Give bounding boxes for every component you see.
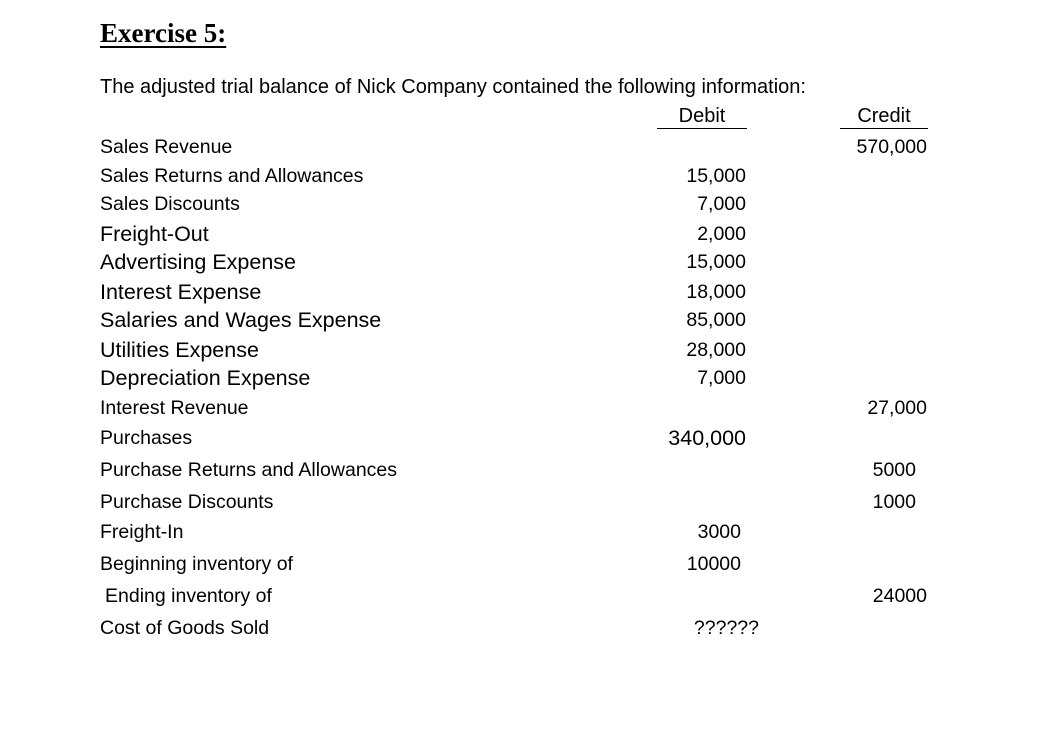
exercise-title: Exercise 5: xyxy=(100,18,227,48)
table-row xyxy=(0,518,1053,546)
account-label: Purchase Returns and Allowances xyxy=(100,459,398,481)
account-label: Purchases xyxy=(100,427,193,449)
account-label: Sales Revenue xyxy=(100,136,233,158)
debit-amount: 15,000 xyxy=(686,165,746,187)
credit-amount: 1000 xyxy=(872,491,916,513)
debit-amount: 340,000 xyxy=(668,426,746,450)
debit-amount: 15,000 xyxy=(686,251,746,273)
table-row xyxy=(0,614,1053,642)
table-row xyxy=(0,278,1053,306)
intro-text: The adjusted trial balance of Nick Company contained the following information: xyxy=(100,76,806,98)
debit-amount: 3000 xyxy=(697,521,741,543)
account-label: Sales Discounts xyxy=(100,193,240,215)
table-row xyxy=(0,550,1053,578)
debit-column-header: Debit xyxy=(657,104,747,129)
account-label: Depreciation Expense xyxy=(100,366,311,390)
account-label: Purchase Discounts xyxy=(100,491,274,513)
table-row xyxy=(0,133,1053,161)
debit-amount: 2,000 xyxy=(697,223,746,245)
table-row xyxy=(0,394,1053,422)
table-row xyxy=(0,456,1053,484)
account-label: Utilities Expense xyxy=(100,338,259,362)
table-row xyxy=(0,364,1053,392)
table-row xyxy=(0,582,1053,610)
account-label: Ending inventory of xyxy=(105,585,272,607)
credit-amount: 24000 xyxy=(872,585,927,607)
credit-amount: 570,000 xyxy=(856,136,927,158)
debit-amount: 18,000 xyxy=(686,281,746,303)
table-row xyxy=(0,162,1053,190)
account-label: Sales Returns and Allowances xyxy=(100,165,364,187)
debit-amount: 7,000 xyxy=(697,367,746,389)
table-row xyxy=(0,220,1053,248)
credit-amount: 27,000 xyxy=(867,397,927,419)
table-row xyxy=(0,336,1053,364)
account-label: Salaries and Wages Expense xyxy=(100,308,382,332)
account-label: Advertising Expense xyxy=(100,250,296,274)
table-row xyxy=(0,424,1053,452)
debit-amount: 28,000 xyxy=(686,339,746,361)
account-label: Freight-Out xyxy=(100,222,209,246)
credit-amount: 5000 xyxy=(872,459,916,481)
debit-amount: 7,000 xyxy=(697,193,746,215)
table-row xyxy=(0,190,1053,218)
debit-amount: 10000 xyxy=(686,553,741,575)
debit-amount: 85,000 xyxy=(686,309,746,331)
account-label: Interest Revenue xyxy=(100,397,249,419)
account-label: Cost of Goods Sold xyxy=(100,617,270,639)
table-row xyxy=(0,488,1053,516)
account-label: Freight-In xyxy=(100,521,184,543)
table-row xyxy=(0,248,1053,276)
table-row xyxy=(0,306,1053,334)
debit-amount: ?????? xyxy=(693,617,759,639)
account-label: Interest Expense xyxy=(100,280,262,304)
credit-column-header: Credit xyxy=(840,104,928,129)
account-label: Beginning inventory of xyxy=(100,553,293,575)
